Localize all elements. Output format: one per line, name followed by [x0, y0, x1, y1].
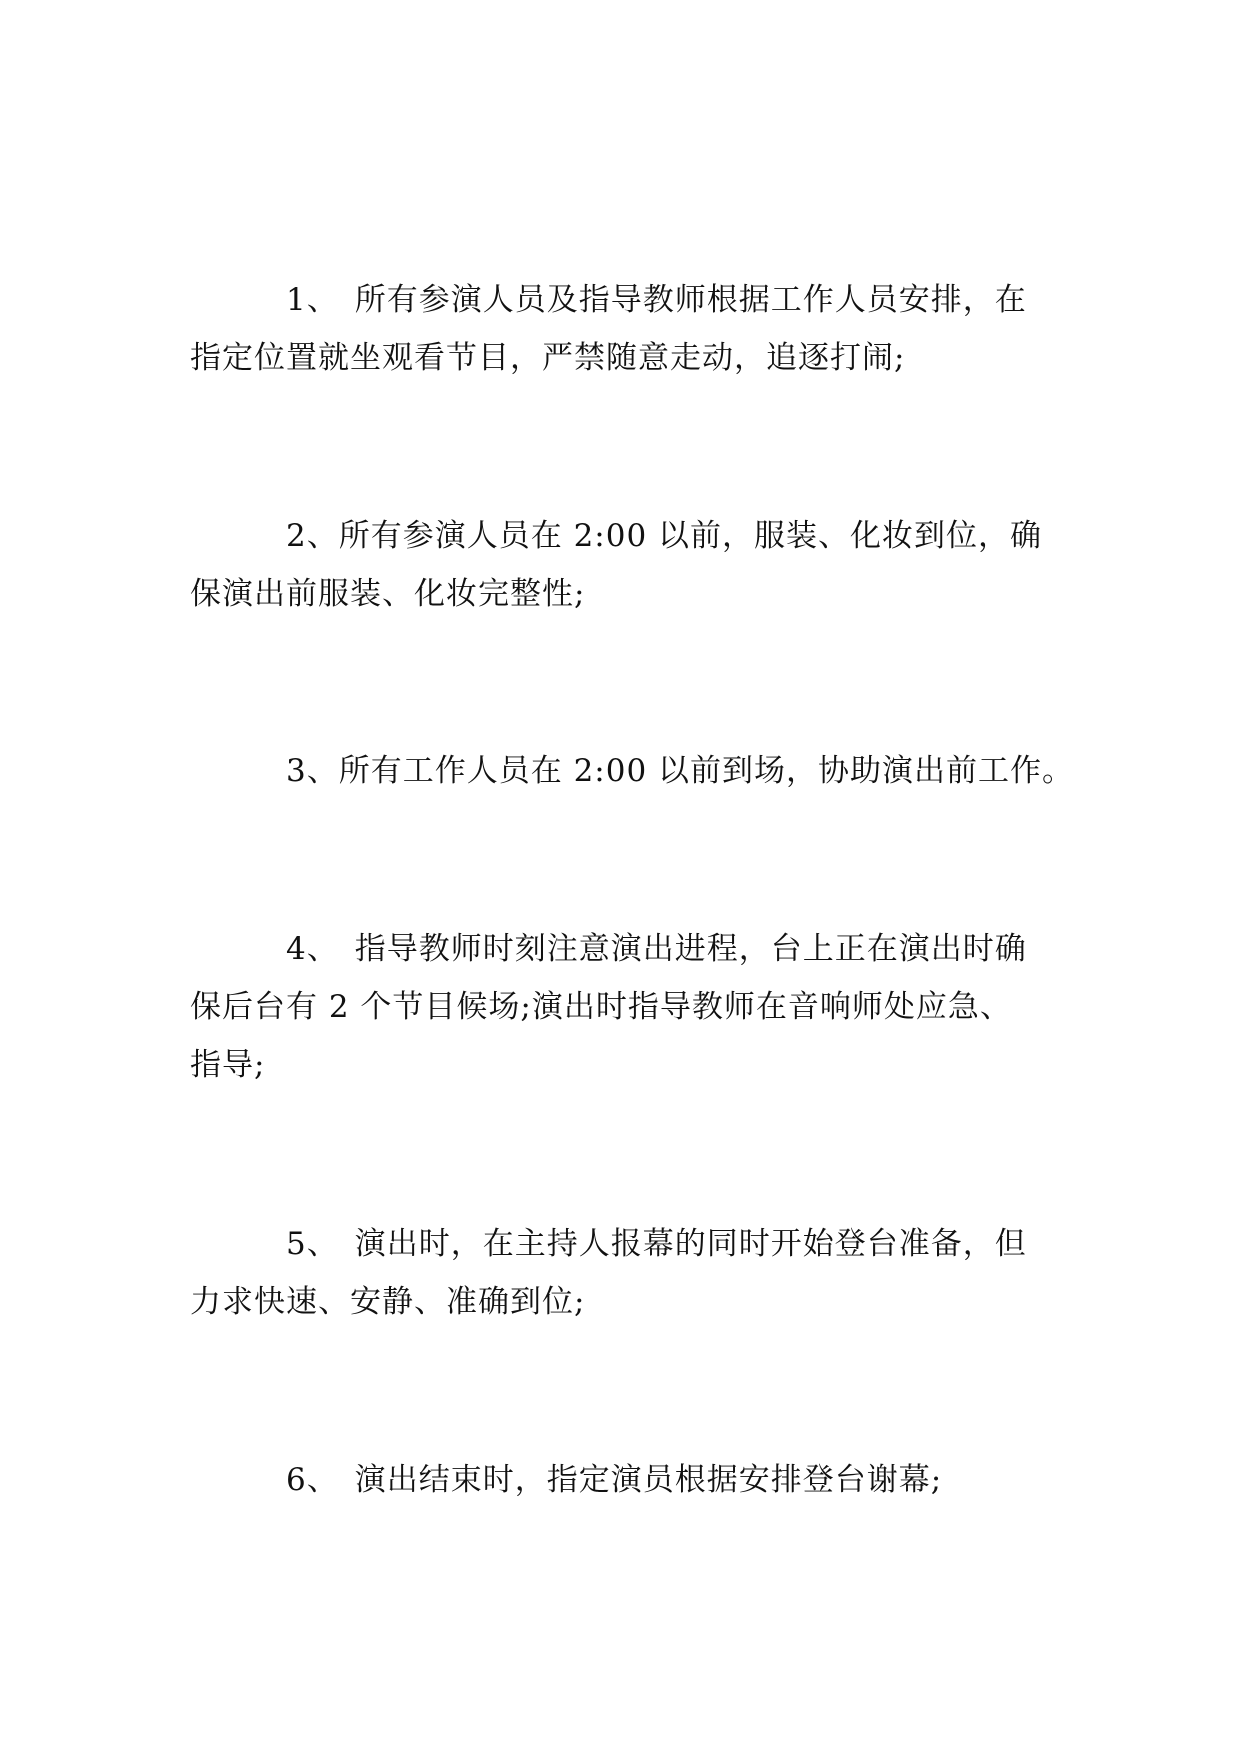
list-item-5	[190, 1215, 1070, 1331]
item-text-line: 所有参演人员在 2:00 以前，服装、化妆到位，确	[338, 518, 1043, 554]
item-number: 6、	[286, 1462, 339, 1498]
item-text-line: 保演出前服装、化妆完整性;	[190, 576, 586, 612]
item-number: 3、	[286, 753, 339, 789]
item-text-line: 演出时，在主持人报幕的同时开始登台准备，但	[354, 1226, 1027, 1262]
item-text-line: 指导;	[190, 1047, 266, 1083]
list-item-3	[190, 742, 1075, 800]
item-text-line: 力求快速、安静、准确到位;	[190, 1284, 586, 1320]
item-number: 1、	[286, 282, 339, 318]
list-item-2	[190, 507, 1070, 623]
item-text-line: 指导教师时刻注意演出进程，台上正在演出时确	[354, 931, 1027, 967]
item-number: 5、	[286, 1226, 339, 1262]
item-text-line: 保后台有 2 个节目候场;演出时指导教师在音响师处应急、	[190, 989, 1012, 1025]
item-text-line: 所有工作人员在 2:00 以前到场，协助演出前工作。	[338, 753, 1075, 789]
item-text-line: 指定位置就坐观看节目，严禁随意走动，追逐打闹;	[190, 340, 906, 376]
item-text-line: 所有参演人员及指导教师根据工作人员安排，在	[354, 282, 1027, 318]
item-number: 2、	[286, 518, 339, 554]
item-number: 4、	[286, 931, 339, 967]
list-item-4	[190, 920, 1070, 1094]
list-item-6	[190, 1451, 1070, 1509]
item-text-line: 演出结束时，指定演员根据安排登台谢幕;	[354, 1462, 943, 1498]
list-item-1	[190, 271, 1070, 387]
